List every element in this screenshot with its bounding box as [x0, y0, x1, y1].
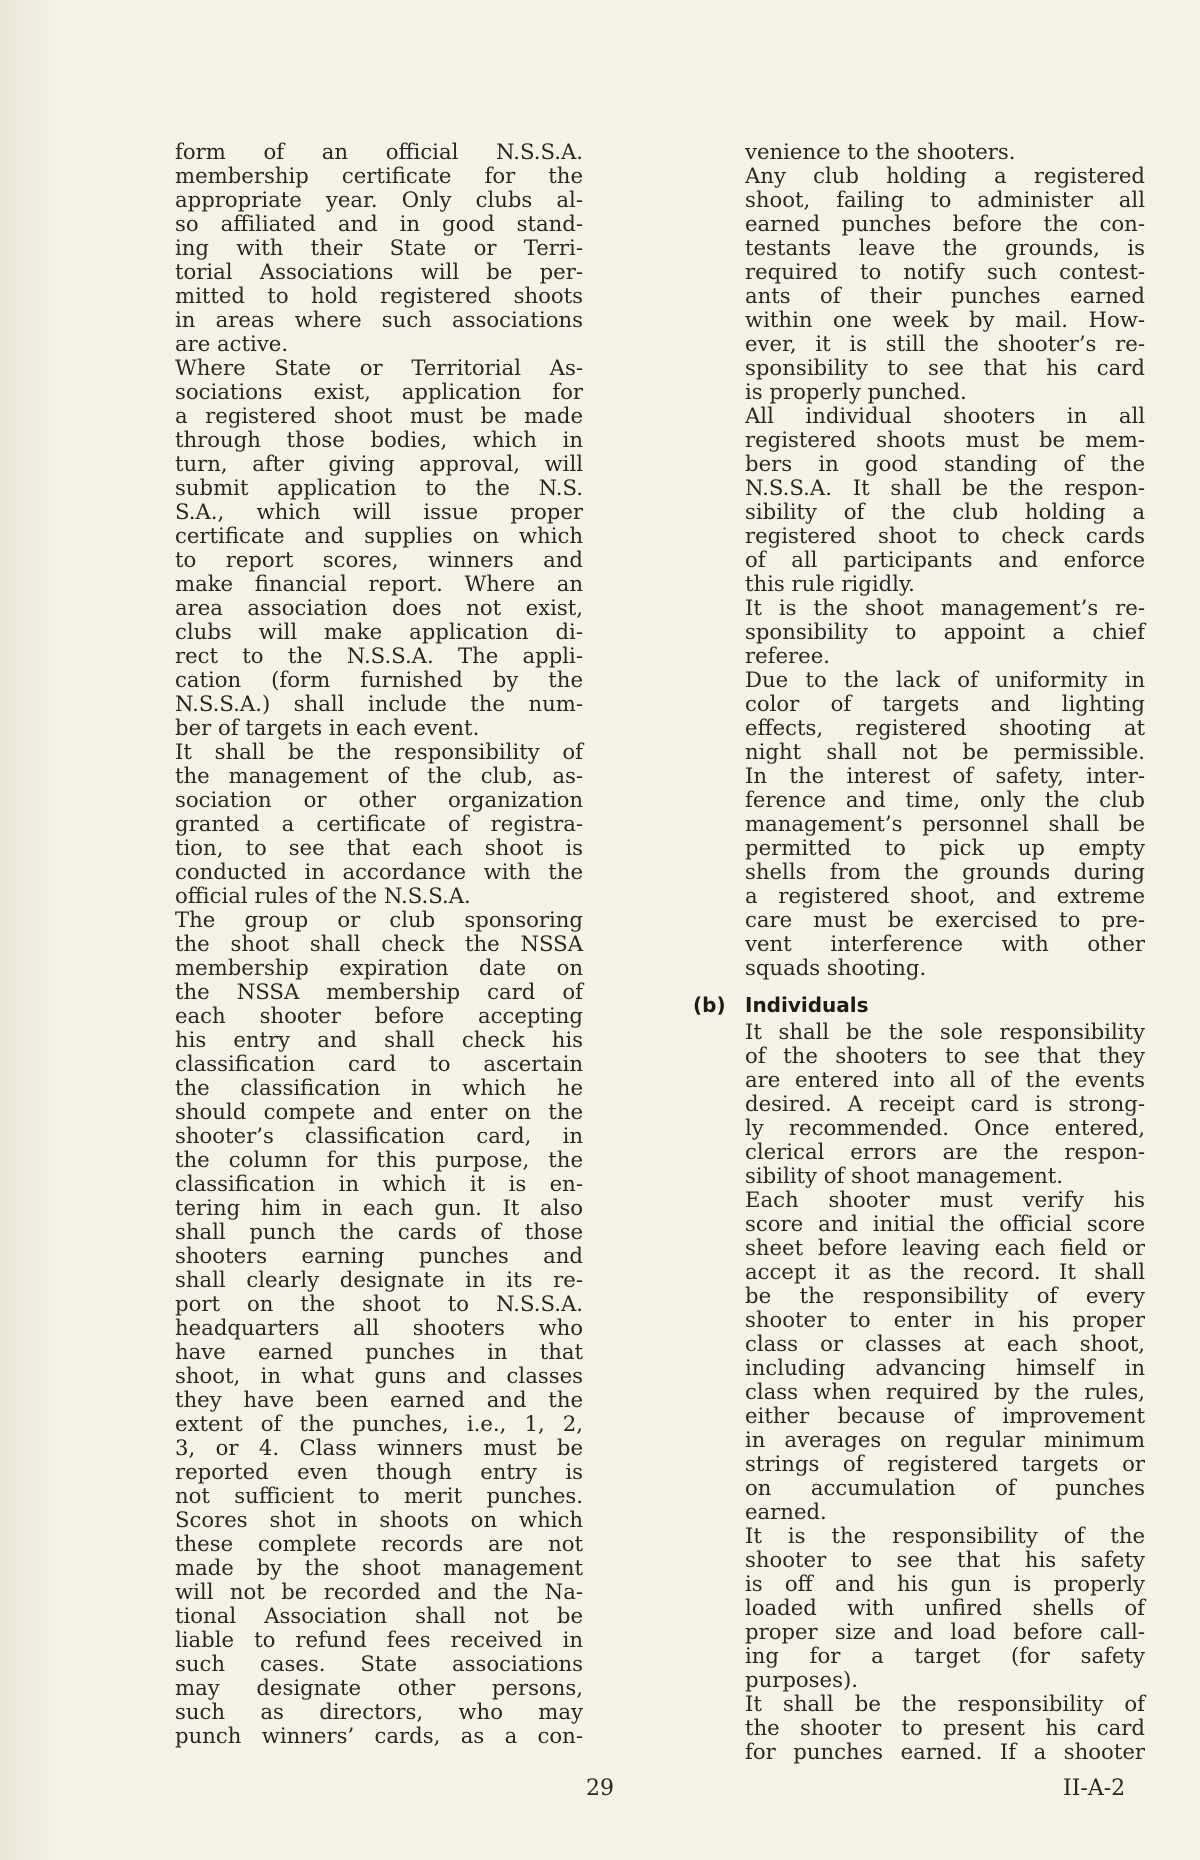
text-line: make financial report. Where an	[175, 571, 583, 596]
text-line: It shall be the sole responsibility	[745, 1019, 1145, 1044]
text-line: the column for this purpose, the	[175, 1147, 583, 1172]
text-line: shall clearly designate in its re-	[175, 1267, 583, 1292]
text-line: on accumulation of punches	[745, 1475, 1145, 1500]
text-line: clerical errors are the respon-	[745, 1139, 1145, 1164]
text-line: in averages on regular minimum	[745, 1427, 1145, 1452]
text-line: sociations exist, application for	[175, 379, 583, 404]
text-line: shooter to enter in his proper	[745, 1307, 1145, 1332]
text-line: either because of improvement	[745, 1403, 1145, 1428]
text-line: clubs will make application di-	[175, 619, 583, 644]
text-line: S.A., which will issue proper	[175, 499, 583, 524]
text-line: form of an official N.S.S.A.	[175, 139, 583, 164]
text-line: this rule rigidly.	[745, 571, 915, 596]
text-line: membership certificate for the	[175, 163, 583, 188]
text-line: Scores shot in shoots on which	[175, 1507, 583, 1532]
text-line: should compete and enter on the	[175, 1099, 583, 1124]
text-line: accept it as the record. It shall	[745, 1259, 1145, 1284]
text-line: conducted in accordance with the	[175, 859, 583, 884]
text-line: the management of the club, as-	[175, 763, 583, 788]
text-line: shoot, in what guns and classes	[175, 1363, 583, 1388]
text-line: headquarters all shooters who	[175, 1315, 583, 1340]
text-line: of the shooters to see that they	[745, 1043, 1145, 1068]
text-line: through those bodies, which in	[175, 427, 583, 452]
text-line: shooters earning punches and	[175, 1243, 583, 1268]
text-line: N.S.S.A. It shall be the respon-	[745, 475, 1145, 500]
subheading-marker: (b)	[693, 993, 726, 1017]
text-line: appropriate year. Only clubs al-	[175, 187, 583, 212]
text-line: tion, to see that each shoot is	[175, 835, 583, 860]
text-line: class or classes at each shoot,	[745, 1331, 1145, 1356]
text-line: The group or club sponsoring	[175, 907, 583, 932]
text-line: permitted to pick up empty	[745, 835, 1145, 860]
text-line: his entry and shall check his	[175, 1027, 583, 1052]
text-line: sheet before leaving each field or	[745, 1235, 1145, 1260]
text-line: submit application to the N.S.	[175, 475, 583, 500]
text-line: official rules of the N.S.S.A.	[175, 883, 471, 908]
text-line: ing for a target (for safety	[745, 1643, 1145, 1668]
text-line: area association does not exist,	[175, 595, 583, 620]
text-line: shooter’s classification card, in	[175, 1123, 583, 1148]
text-line: are active.	[175, 331, 289, 356]
text-line: sibility of the club holding a	[745, 499, 1145, 524]
text-line: management’s personnel shall be	[745, 811, 1145, 836]
text-line: sibility of shoot management.	[745, 1163, 1063, 1188]
text-line: 3, or 4. Class winners must be	[175, 1435, 583, 1460]
text-line: purposes).	[745, 1667, 858, 1692]
text-line: care must be exercised to pre-	[745, 907, 1145, 932]
text-line: will not be recorded and the Na-	[175, 1579, 583, 1604]
text-line: a registered shoot, and extreme	[745, 883, 1145, 908]
text-line: It is the responsibility of the	[745, 1523, 1145, 1548]
text-line: ever, it is still the shooter’s re-	[745, 331, 1145, 356]
text-line: for punches earned. If a shooter	[745, 1739, 1145, 1764]
text-line: earned.	[745, 1499, 827, 1524]
text-line: torial Associations will be per-	[175, 259, 583, 284]
text-line: classification in which it is en-	[175, 1171, 583, 1196]
text-line: loaded with unfired shells of	[745, 1595, 1145, 1620]
section-subheading	[693, 990, 1145, 1020]
text-line: Each shooter must verify his	[745, 1187, 1145, 1212]
text-line: extent of the punches, i.e., 1, 2,	[175, 1411, 583, 1436]
text-line: mitted to hold registered shoots	[175, 283, 583, 308]
left-text-column	[175, 140, 583, 1748]
text-line: Due to the lack of uniformity in	[745, 667, 1145, 692]
text-line: have earned punches in that	[175, 1339, 583, 1364]
text-line: so affiliated and in good stand-	[175, 211, 583, 236]
text-line: ants of their punches earned	[745, 283, 1145, 308]
text-line: such as directors, who may	[175, 1699, 583, 1724]
text-line: All individual shooters in all	[745, 403, 1145, 428]
text-line: tering him in each gun. It also	[175, 1195, 583, 1220]
text-line: It is the shoot management’s re-	[745, 595, 1145, 620]
text-line: granted a certificate of registra-	[175, 811, 583, 836]
text-line: shells from the grounds during	[745, 859, 1145, 884]
text-line: In the interest of safety, inter-	[745, 763, 1145, 788]
text-line: they have been earned and the	[175, 1387, 583, 1412]
text-line: turn, after giving approval, will	[175, 451, 583, 476]
text-line: membership expiration date on	[175, 955, 583, 980]
right-column-paragraphs-top	[745, 140, 1145, 980]
text-line: made by the shoot management	[175, 1555, 583, 1580]
subheading-title: Individuals	[745, 993, 869, 1017]
text-line: N.S.S.A.) shall include the num-	[175, 691, 583, 716]
page-number: 29	[586, 1776, 614, 1801]
text-line: registered shoots must be mem-	[745, 427, 1145, 452]
text-line: ber of targets in each event.	[175, 715, 480, 740]
section-code: II-A-2	[1063, 1776, 1126, 1801]
text-line: venience to the shooters.	[745, 139, 1016, 164]
text-line: port on the shoot to N.S.S.A.	[175, 1291, 583, 1316]
text-line: strings of registered targets or	[745, 1451, 1145, 1476]
text-line: is off and his gun is properly	[745, 1571, 1145, 1596]
text-line: sociation or other organization	[175, 787, 583, 812]
text-line: of all participants and enforce	[745, 547, 1145, 572]
text-line: the shoot shall check the NSSA	[175, 931, 583, 956]
text-line: is properly punched.	[745, 379, 967, 404]
text-line: shooter to see that his safety	[745, 1547, 1145, 1572]
text-line: It shall be the responsibility of	[175, 739, 583, 764]
text-line: class when required by the rules,	[745, 1379, 1145, 1404]
text-line: testants leave the grounds, is	[745, 235, 1145, 260]
text-line: such cases. State associations	[175, 1651, 583, 1676]
text-line: vent interference with other	[745, 931, 1145, 956]
text-line: liable to refund fees received in	[175, 1627, 583, 1652]
text-line: these complete records are not	[175, 1531, 583, 1556]
text-line: certificate and supplies on which	[175, 523, 583, 548]
text-line: effects, registered shooting at	[745, 715, 1145, 740]
text-line: may designate other persons,	[175, 1675, 583, 1700]
text-line: in areas where such associations	[175, 307, 583, 332]
text-line: It shall be the responsibility of	[745, 1691, 1145, 1716]
text-line: squads shooting.	[745, 955, 927, 980]
text-line: punch winners’ cards, as a con-	[175, 1723, 583, 1748]
text-line: referee.	[745, 643, 830, 668]
text-line: the classification in which he	[175, 1075, 583, 1100]
text-line: classification card to ascertain	[175, 1051, 583, 1076]
right-text-column	[693, 139, 1145, 1764]
text-line: not sufficient to merit punches.	[175, 1483, 583, 1508]
text-line: ly recommended. Once entered,	[745, 1115, 1145, 1140]
text-line: earned punches before the con-	[745, 211, 1145, 236]
text-line: Where State or Territorial As-	[175, 355, 583, 380]
text-line: reported even though entry is	[175, 1459, 583, 1484]
text-line: rect to the N.S.S.A. The appli-	[175, 643, 583, 668]
text-line: shall punch the cards of those	[175, 1219, 583, 1244]
text-line: night shall not be permissible.	[745, 739, 1145, 764]
text-line: within one week by mail. How-	[745, 307, 1145, 332]
text-line: including advancing himself in	[745, 1355, 1145, 1380]
text-line: are entered into all of the events	[745, 1067, 1145, 1092]
text-line: sponsibility to appoint a chief	[745, 619, 1145, 644]
text-line: be the responsibility of every	[745, 1283, 1145, 1308]
text-line: ing with their State or Terri-	[175, 235, 583, 260]
text-line: registered shoot to check cards	[745, 523, 1145, 548]
page-edge-shadow	[0, 0, 60, 1860]
text-line: cation (form furnished by the	[175, 667, 583, 692]
text-line: the NSSA membership card of	[175, 979, 583, 1004]
text-line: to report scores, winners and	[175, 547, 583, 572]
text-line: score and initial the official score	[745, 1211, 1145, 1236]
text-line: desired. A receipt card is strong-	[745, 1091, 1145, 1116]
text-line: color of targets and lighting	[745, 691, 1145, 716]
text-line: bers in good standing of the	[745, 451, 1145, 476]
text-line: ference and time, only the club	[745, 787, 1145, 812]
text-line: proper size and load before call-	[745, 1619, 1145, 1644]
text-line: required to notify such contest-	[745, 259, 1145, 284]
text-line: each shooter before accepting	[175, 1003, 583, 1028]
right-column-paragraphs-bottom	[745, 1020, 1145, 1764]
text-line: the shooter to present his card	[745, 1715, 1145, 1740]
text-line: sponsibility to see that his card	[745, 355, 1145, 380]
text-line: Any club holding a registered	[745, 163, 1145, 188]
text-line: a registered shoot must be made	[175, 403, 583, 428]
text-line: tional Association shall not be	[175, 1603, 583, 1628]
text-line: shoot, failing to administer all	[745, 187, 1145, 212]
